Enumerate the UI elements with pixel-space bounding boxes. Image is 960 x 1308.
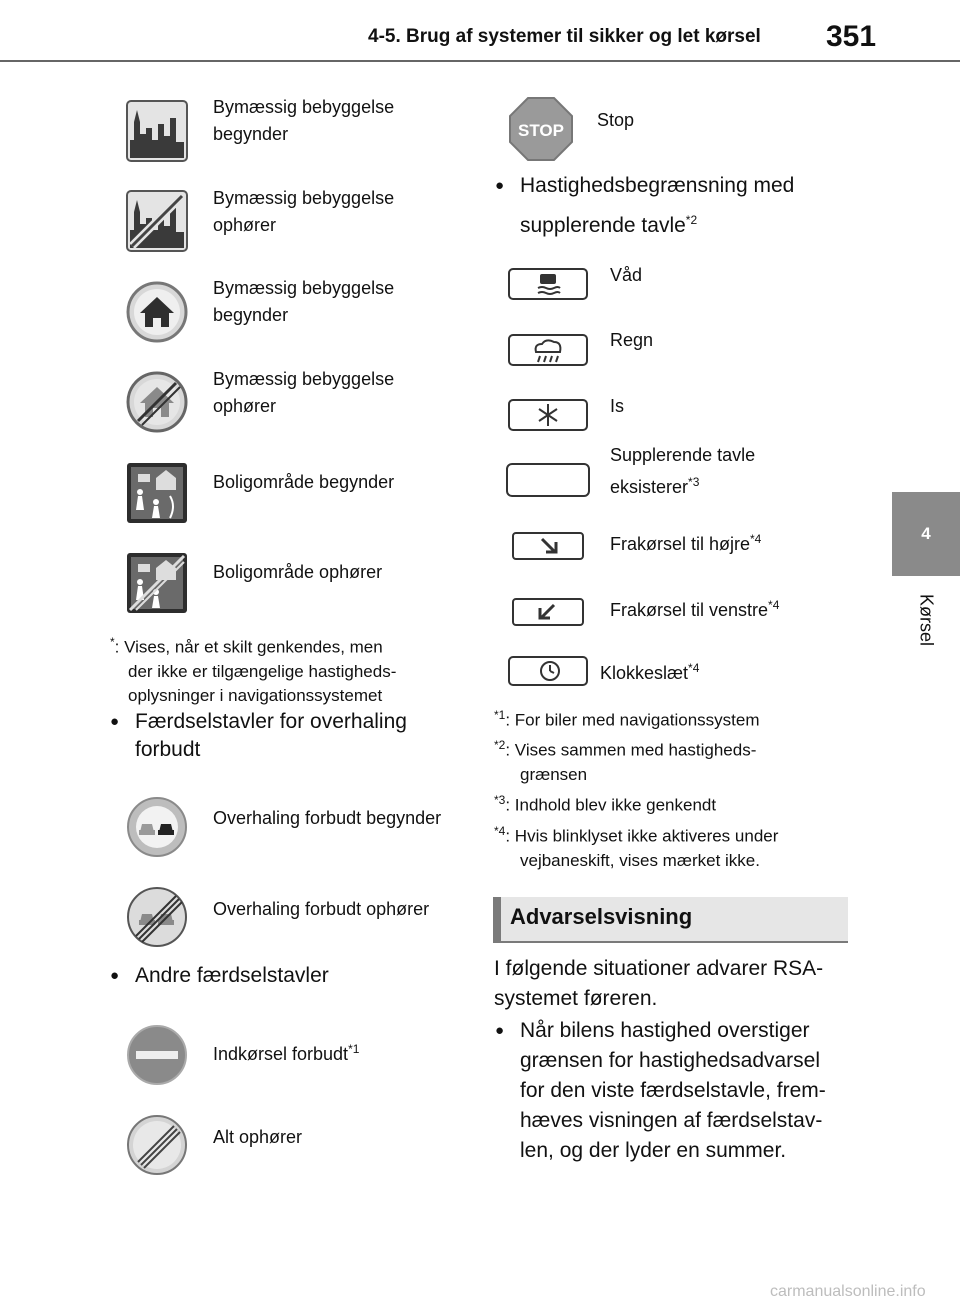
- section-heading: Advarselsvisning: [510, 904, 693, 929]
- header-divider: [0, 60, 960, 62]
- wet-road-icon: [508, 268, 588, 300]
- stop-sign-icon: [508, 96, 574, 162]
- no-entry-icon: [126, 1024, 188, 1086]
- sign-label: Overhaling forbudt begynder: [213, 808, 442, 828]
- footnote: $^{*3}$: Indhold blev ikke genkendt: [494, 793, 717, 815]
- sign-label: Indkørsel forbudt$^{*1}$: [213, 1042, 360, 1064]
- body-paragraph: I følgende situationer advarer RSA- systemet føreren.: [494, 957, 824, 1010]
- footnote: $^{*1}$: For biler med navigationssystem: [494, 708, 760, 730]
- bullet-paragraph: ● Når bilens hastighed overstiger grænsen for hastighedsadvarsel for den viste færdselstavle, frem- hæves visningen af færdselstav- len, og der lyder en summer.: [520, 1016, 826, 1166]
- bullet-heading: ● Hastighedsbegrænsning med supplerende tavle$^{*2}$: [495, 174, 795, 237]
- arrow-down-right-icon: [512, 532, 584, 560]
- no-overtaking-end-icon: [126, 886, 188, 948]
- all-restrictions-end-icon: [126, 1114, 188, 1176]
- sign-label: Boligområde ophører: [213, 562, 383, 582]
- bullet-icon: ●: [110, 713, 120, 730]
- bullet-icon: ●: [495, 1022, 505, 1039]
- plate-label: Våd: [610, 265, 643, 285]
- plate-label: Frakørsel til venstre$^{*4}$: [610, 598, 780, 620]
- sign-label: Stop: [597, 110, 635, 130]
- sign-label: Alt ophører: [213, 1127, 303, 1147]
- sign-label: Boligområde begynder: [213, 472, 395, 492]
- section-title: 4-5. Brug af systemer til sikker og let kørsel: [368, 26, 761, 47]
- plate-label: Is: [610, 396, 625, 416]
- footnote: $^{*2}$: Vises sammen med hastigheds- grænsen: [494, 738, 757, 784]
- house-round-icon: [126, 281, 188, 343]
- plate-label: Frakørsel til højre$^{*4}$: [610, 532, 762, 554]
- sign-label: Overhaling forbudt ophører: [213, 899, 430, 919]
- chapter-label: Kørsel: [916, 593, 937, 647]
- sign-label: Bymæssig bebyggelse ophører: [213, 188, 395, 235]
- chapter-tab[interactable]: 4: [892, 492, 960, 576]
- plate-label: Regn: [610, 330, 654, 350]
- arrow-down-left-icon: [512, 598, 584, 626]
- rain-cloud-icon: [508, 334, 588, 366]
- city-silhouette-icon: [126, 100, 188, 162]
- bullet-icon: ●: [495, 177, 505, 194]
- city-silhouette-end-icon: [126, 190, 188, 252]
- residential-area-icon: [126, 462, 188, 524]
- plate-label: Supplerende tavle eksisterer$^{*3}$: [610, 445, 756, 497]
- watermark: carmanualsonline.info: [770, 1283, 926, 1300]
- house-round-end-icon: [126, 371, 188, 433]
- page-number: 351: [826, 20, 877, 53]
- footnote: *: Vises, når et skilt genkendes, men der ikke er tilgængelige hastigheds- oplysninger i navigationssystemet: [110, 635, 397, 705]
- no-overtaking-icon: [126, 796, 188, 858]
- residential-area-end-icon: [126, 552, 188, 614]
- sign-label: Bymæssig bebyggelse ophører: [213, 369, 395, 416]
- section-heading-underline: [493, 941, 848, 943]
- bullet-icon: ●: [110, 967, 120, 984]
- blank-plate-icon: [506, 463, 590, 497]
- snowflake-icon: [508, 399, 588, 431]
- plate-label: Klokkeslæt$^{*4}$: [600, 661, 700, 683]
- clock-icon: [508, 656, 588, 686]
- bullet-heading: ● Færdselstavler for overhaling forbudt: [110, 710, 407, 761]
- bullet-heading: ● Andre færdselstavler: [135, 962, 329, 990]
- footnote: $^{*4}$: Hvis blinklyset ikke aktiveres under vejbaneskift, vises mærket ikke.: [494, 824, 779, 870]
- sign-label: Bymæssig bebyggelse begynder: [213, 97, 395, 144]
- sign-label: Bymæssig bebyggelse begynder: [213, 278, 395, 325]
- svg-text:STOP: STOP: [518, 121, 564, 140]
